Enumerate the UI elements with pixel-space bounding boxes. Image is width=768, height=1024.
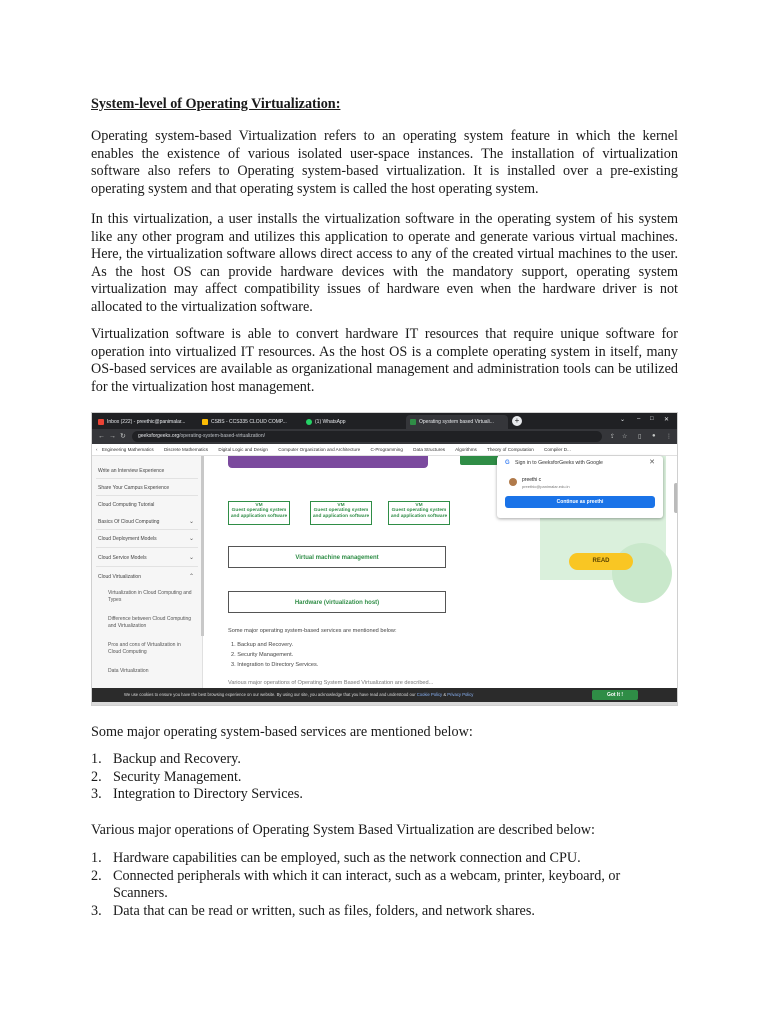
plus-icon: + bbox=[512, 416, 522, 426]
chevron-down-icon: ⌄ bbox=[188, 536, 194, 542]
cookie-text bbox=[124, 688, 473, 702]
chevron-down-icon: ⌄ bbox=[620, 417, 626, 423]
sidebar-item bbox=[98, 468, 196, 475]
vmm-box: Virtual machine management bbox=[228, 546, 446, 568]
got-it-button: Got It ! bbox=[592, 690, 638, 700]
list-number: 2. bbox=[91, 867, 102, 884]
sidebar-item-label: Cloud Service Models bbox=[98, 555, 147, 561]
account-name: preethi c bbox=[522, 477, 542, 483]
sidebar-item bbox=[98, 519, 196, 526]
sidebar-item bbox=[98, 485, 196, 492]
page-scrollbar bbox=[674, 483, 678, 513]
cookie-amp: & bbox=[443, 692, 447, 697]
sidebar-subitem: Difference between Cloud Computing and Virtualization bbox=[108, 616, 192, 629]
list-number: 1. bbox=[91, 850, 102, 866]
sidebar-item-label: Cloud Computing Tutorial bbox=[98, 502, 155, 508]
sidebar-subitem: Virtualization in Cloud Computing and Types bbox=[108, 590, 192, 603]
menu-icon: ⋮ bbox=[666, 434, 672, 440]
share-icon: ⇪ bbox=[610, 434, 616, 440]
sidebar-item-label: Cloud Deployment Models bbox=[98, 536, 157, 542]
paragraph-2: In this virtualization, a user installs the virtualization software in the operating system of his system like any other program and utilizes this application to operate and generate various virtual machines. Here, the virtualization software allows direct access to any of the created virtual machines to the user. As the host OS can provide hardware devices with the mandatory support, operating system virtualization may affect compatibility issues of hardware even when the hardware driver is not allocated to the virtualization software. bbox=[91, 211, 678, 315]
list-item bbox=[91, 751, 678, 769]
service-item: 3. Integration to Directory Services. bbox=[231, 662, 319, 668]
purple-banner bbox=[228, 456, 428, 468]
vm-title: VM bbox=[337, 503, 345, 508]
sidebar-item-label: Share Your Campus Experience bbox=[98, 485, 170, 491]
avatar bbox=[509, 478, 517, 486]
vm-box bbox=[388, 501, 450, 525]
list-text: Connected peripherals with which it can interact, such as a webcam, printer, keyboard, or Scanners. bbox=[113, 867, 621, 902]
divider bbox=[96, 529, 198, 530]
browser-tab-bar bbox=[92, 413, 678, 429]
google-icon: G bbox=[505, 460, 510, 466]
google-signin-popup bbox=[497, 456, 663, 518]
sidebar-item-label: Cloud Virtualization bbox=[98, 574, 141, 580]
cut-off-text: Various major operations of Operating System Based Virtualization are described... bbox=[228, 680, 434, 686]
service-item: 2. Security Management. bbox=[231, 652, 294, 658]
divider bbox=[96, 478, 198, 479]
sidepanel-icon: ▯ bbox=[638, 434, 642, 440]
list-text: Security Management. bbox=[113, 768, 242, 785]
continue-button: Continue as preethi bbox=[505, 496, 655, 508]
reload-icon: ↻ bbox=[120, 433, 126, 440]
browser-tab bbox=[98, 415, 198, 429]
cookie-banner bbox=[92, 688, 678, 702]
chevron-left-icon: ‹ bbox=[96, 447, 98, 452]
gmail-icon bbox=[98, 419, 104, 425]
chevron-down-icon: ⌄ bbox=[188, 519, 194, 525]
profile-icon: ● bbox=[652, 433, 656, 439]
site-sidebar bbox=[92, 456, 203, 688]
hardware-box: Hardware (virtualization host) bbox=[228, 591, 446, 613]
chevron-up-icon: ⌃ bbox=[188, 574, 194, 580]
sidebar-item bbox=[98, 574, 196, 581]
account-email: preethic@panimalar.edu.in bbox=[522, 484, 570, 489]
forward-arrow-icon: → bbox=[109, 433, 116, 440]
services-list bbox=[91, 751, 678, 804]
sidebar-subitem: Data Virtualization bbox=[108, 668, 149, 674]
cookie-policy-link: Cookie Policy bbox=[416, 692, 443, 697]
nav-link: Compiler D... bbox=[544, 447, 571, 452]
section-heading: System-level of Operating Virtualization: bbox=[91, 96, 341, 112]
list-number: 1. bbox=[91, 751, 102, 767]
vm-box bbox=[228, 501, 290, 525]
vm-subtitle: Guest operating system and application software bbox=[230, 508, 288, 519]
nav-link: Algorithms bbox=[455, 447, 477, 452]
close-icon: ✕ bbox=[649, 459, 655, 466]
sidebar-item bbox=[98, 502, 196, 509]
whatsapp-icon bbox=[306, 419, 312, 425]
green-banner bbox=[460, 456, 498, 465]
nav-link: Data Structures bbox=[413, 447, 446, 452]
services-intro-text: Some major operating system-based services are mentioned below: bbox=[91, 724, 473, 740]
maximize-icon: □ bbox=[650, 416, 654, 422]
vm-subtitle: Guest operating system and application software bbox=[390, 508, 448, 519]
url-path: /operating-system-based-virtualization/ bbox=[179, 433, 266, 439]
ad-circle bbox=[612, 543, 672, 603]
tab-label: CSBS - CCS335 CLOUD COMP... bbox=[211, 419, 287, 425]
list-item bbox=[91, 769, 678, 787]
vm-box bbox=[310, 501, 372, 525]
classroom-icon bbox=[202, 419, 208, 425]
paragraph-1: Operating system-based Virtualization refers to an operating system feature in which the kernel enables the existence of various isolated user-space instances. The installation of virtualization software also refers to Operating system-based virtualization. It is installed over a pre-existing operating system and that operating system is called the host operating system. bbox=[91, 128, 678, 197]
list-item bbox=[91, 868, 678, 903]
tab-label: Inbox (222) - preethic@panimalar... bbox=[107, 419, 186, 425]
url-field bbox=[132, 431, 602, 442]
operations-intro-text: Various major operations of Operating System Based Virtualization are described below: bbox=[91, 822, 595, 838]
list-number: 2. bbox=[91, 768, 102, 785]
back-arrow-icon: ← bbox=[98, 433, 105, 440]
nav-link: Engineering Mathematics bbox=[101, 447, 154, 452]
taskbar-strip bbox=[92, 702, 678, 706]
list-number: 3. bbox=[91, 902, 102, 919]
nav-link: C-Programming bbox=[370, 447, 403, 452]
nav-link: Theory of Computation bbox=[487, 447, 534, 452]
minimize-icon: – bbox=[637, 416, 641, 422]
services-intro: Some major operating system-based services are mentioned below: bbox=[228, 628, 397, 634]
tab-label: (1) WhatsApp bbox=[315, 419, 346, 425]
list-item bbox=[91, 786, 678, 804]
divider bbox=[96, 566, 198, 567]
privacy-policy-link: Privacy Policy bbox=[447, 692, 474, 697]
list-text: Integration to Directory Services. bbox=[113, 786, 303, 803]
sidebar-item bbox=[98, 555, 196, 562]
nav-link: Discrete Mathematics bbox=[163, 447, 209, 452]
sidebar-subitem: Pros and cons of Virtualization in Cloud Computing bbox=[108, 642, 181, 655]
sidebar-item-label: Write an Interview Experience bbox=[98, 468, 165, 474]
url-domain: geeksforgeeks.org bbox=[138, 433, 180, 439]
vm-title: VM bbox=[415, 503, 423, 508]
list-text: Backup and Recovery. bbox=[113, 751, 241, 767]
sidebar-item-label: Basics Of Cloud Computing bbox=[98, 519, 160, 525]
chevron-down-icon: ⌄ bbox=[188, 555, 194, 561]
star-icon: ☆ bbox=[622, 434, 628, 440]
read-button: READ bbox=[569, 553, 633, 570]
list-text: Data that can be read or written, such as files, folders, and network shares. bbox=[113, 902, 535, 919]
list-item bbox=[91, 850, 678, 868]
nav-link: Digital Logic and Design bbox=[218, 447, 268, 452]
tab-label: Operating system based Virtuali... bbox=[419, 419, 494, 425]
service-item: 1. Backup and Recovery. bbox=[231, 642, 294, 648]
cookie-message: We use cookies to ensure you have the best browsing experience on our website. By using our site, you acknowledge that you have read and understood our bbox=[124, 692, 416, 697]
sidebar-item bbox=[98, 536, 196, 543]
browser-tab-active bbox=[406, 415, 508, 429]
browser-tab bbox=[202, 415, 302, 429]
nav-link: Computer Organization and Architecture bbox=[278, 447, 361, 452]
browser-tab bbox=[306, 415, 401, 429]
gfg-icon bbox=[410, 419, 416, 425]
embedded-browser-screenshot bbox=[91, 412, 678, 706]
signin-title: Sign in to GeeksforGeeks with Google bbox=[515, 460, 603, 466]
list-text: Hardware capabilities can be employed, such as the network connection and CPU. bbox=[113, 850, 581, 866]
vm-title: VM bbox=[255, 503, 263, 508]
divider bbox=[96, 495, 198, 496]
operations-list bbox=[91, 850, 678, 920]
site-top-nav bbox=[92, 444, 678, 456]
vm-subtitle: Guest operating system and application software bbox=[312, 508, 370, 519]
sidebar-scrollbar bbox=[201, 456, 204, 636]
address-bar bbox=[92, 429, 678, 444]
list-item bbox=[91, 903, 678, 921]
divider bbox=[96, 547, 198, 548]
close-icon: ✕ bbox=[664, 417, 670, 423]
list-number: 3. bbox=[91, 786, 102, 803]
paragraph-3: Virtualization software is able to convert hardware IT resources that require unique software for operation into virtualized IT resources. As the host OS is a complete operating system in itself, many OS-based services are available as organizational management and administration tools can be utilized for the virtualization host management. bbox=[91, 326, 678, 395]
